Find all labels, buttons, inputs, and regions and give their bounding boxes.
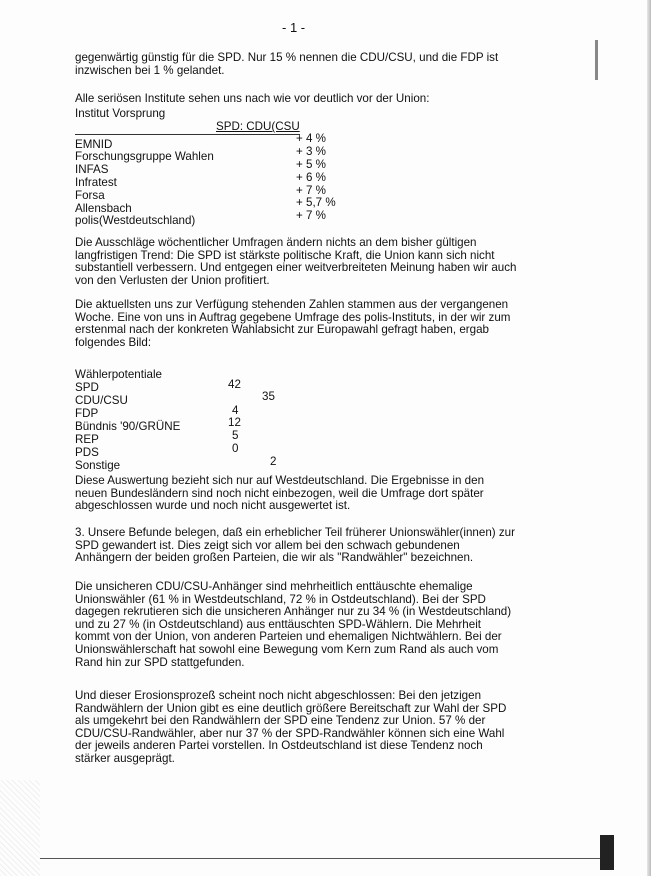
institutes-col1-header: Institut Vorsprung xyxy=(75,107,166,120)
party-label: Sonstige xyxy=(75,459,121,472)
party-value: 35 xyxy=(262,390,275,403)
text-line: folgendes Bild: xyxy=(75,335,152,349)
text-line: substantiell verbessern. Und entgegen einer weitverbreiteten Meinung haben wir auch xyxy=(75,261,517,275)
institute-name: INFAS xyxy=(75,163,109,176)
text-line: Die aktuellsten uns zur Verfügung stehenden Zahlen stammen aus der vergangenen xyxy=(75,298,509,311)
party-label: Bündnis '90/GRÜNE xyxy=(75,420,181,433)
text-line: Rand hin zur SPD stattgefunden. xyxy=(75,655,245,669)
party-label: PDS xyxy=(75,446,99,459)
text-line: Und dieser Erosionsprozeß scheint noch nicht abgeschlossen: Bei den jetzigen xyxy=(75,689,482,702)
text-line: SPD gewandert ist. Dies zeigt sich vor allem bei den schwach gebundenen xyxy=(75,538,460,552)
text-line: Anhängern der beiden großen Parteien, die wir als "Randwähler" bezeichnen. xyxy=(75,551,474,565)
party-label: FDP xyxy=(75,407,99,420)
text-line: CDU/CSU-Randwähler, aber nur 37 % der SPD-Randwähler können sich eine Wahl xyxy=(75,726,505,740)
text-line: abgeschlossen wurde und noch nicht ausgewertet ist. xyxy=(75,499,351,513)
text-line: Die unsicheren CDU/CSU-Anhänger sind mehrheitlich enttäuschte ehemalige xyxy=(75,580,473,593)
institute-value: + 7 % xyxy=(296,184,326,197)
scan-mark xyxy=(595,40,598,80)
scan-noise xyxy=(0,780,40,876)
text-line: 3. Unsere Befunde belegen, daß ein erheblicher Teil früherer Unionswähler(innen) zur xyxy=(75,526,515,539)
text-line: neuen Bundesländern sind noch nicht einbezogen, weil die Umfrage dort später xyxy=(75,486,484,500)
text-line: Die Ausschläge wöchentlicher Umfragen ändern nichts an dem bisher gültigen xyxy=(75,236,477,249)
institute-name: EMNID xyxy=(75,138,113,151)
table-rule xyxy=(75,134,300,135)
text-line: Diese Auswertung bezieht sich nur auf Westdeutschland. Die Ergebnisse in den xyxy=(75,474,485,487)
institutes-col2-header: SPD: CDU(CSU xyxy=(216,120,300,133)
erosion-paragraph xyxy=(75,690,545,766)
text-line: inzwischen bei 1 % gelandet. xyxy=(75,63,225,77)
institute-value: + 6 % xyxy=(296,171,326,184)
text-line: Woche. Eine von uns in Auftrag gegebene Umfrage des polis-Instituts, in der wir zum xyxy=(75,310,511,324)
uncertain-voters-paragraph xyxy=(75,581,545,669)
institute-name: Infratest xyxy=(75,176,117,189)
page-number: - 1 - xyxy=(282,20,306,35)
text-line: Randwählern der Union gibt es eine deutlich größere Bereitschaft zur Wahl der SPD xyxy=(75,701,507,715)
scan-bottom-mark xyxy=(600,835,614,870)
institute-name: polis(Westdeutschland) xyxy=(75,214,196,227)
party-value: 12 xyxy=(228,416,241,429)
institute-value: + 5 % xyxy=(296,158,326,171)
text-line: dagegen rekrutieren sich die unsicheren Anhänger nur zu 34 % (in Westdeutschland) xyxy=(75,605,512,619)
institute-value: + 7 % xyxy=(296,209,326,222)
text-line: von den Verlusten der Union profitiert. xyxy=(75,273,270,287)
text-line: Unionswähler (61 % in Westdeutschland, 72 % in Ostdeutschland). Bei der SPD xyxy=(75,592,486,606)
survey-paragraph xyxy=(75,299,545,349)
trend-paragraph xyxy=(75,237,545,287)
institute-value: + 5,7 % xyxy=(296,196,336,209)
institute-name: Allensbach xyxy=(75,202,132,215)
party-label: CDU/CSU xyxy=(75,394,128,407)
text-line: Unionswählerschaft hat sowohl eine Bewegung vom Kern zum Rand als auch vom xyxy=(75,642,499,656)
scan-edge-shadow xyxy=(647,0,651,876)
text-line: der jeweils anderen Partei vorstellen. In Ostdeutschland ist diese Tendenz noch xyxy=(75,739,483,753)
text-line: und zu 27 % (in Ostdeutschland) aus enttäuschten SPD-Wählern. Die Mehrheit xyxy=(75,617,481,631)
institute-value: + 3 % xyxy=(296,145,326,158)
evaluation-paragraph xyxy=(75,475,545,513)
text-line: erstenmal nach der konkreten Wahlabsicht zur Europawahl gefragt haben, ergab xyxy=(75,323,489,337)
party-value: 5 xyxy=(232,429,239,442)
institute-value: + 4 % xyxy=(296,132,326,145)
text-line: als umgekehrt bei den Randwählern der SPD eine Tendenz zur Union. 57 % der xyxy=(75,714,486,728)
text-line: langfristigen Trend: Die SPD ist stärkste politische Kraft, die Union kann sich nicht xyxy=(75,248,495,262)
party-value: 2 xyxy=(270,455,277,468)
institutes-heading: Alle seriösen Institute sehen uns nach wie vor deutlich vor der Union: xyxy=(75,92,430,105)
scan-bottom-line xyxy=(40,858,600,859)
party-value: 0 xyxy=(232,442,239,455)
party-label: SPD xyxy=(75,381,99,394)
institute-name: Forschungsgruppe Wahlen xyxy=(75,150,214,163)
party-label: REP xyxy=(75,433,99,446)
findings-paragraph xyxy=(75,527,545,565)
party-value: 4 xyxy=(232,404,239,417)
text-line: stärker ausgeprägt. xyxy=(75,751,175,765)
party-value: 42 xyxy=(228,378,241,391)
text-line: kommt von der Union, von anderen Parteien und ehemaligen Nichtwählern. Bei der xyxy=(75,630,502,644)
institute-name: Forsa xyxy=(75,189,105,202)
intro-paragraph xyxy=(75,52,545,77)
text-line: gegenwärtig günstig für die SPD. Nur 15 % nennen die CDU/CSU, und die FDP ist xyxy=(75,51,499,64)
potentials-heading: Wählerpotentiale xyxy=(75,368,163,381)
